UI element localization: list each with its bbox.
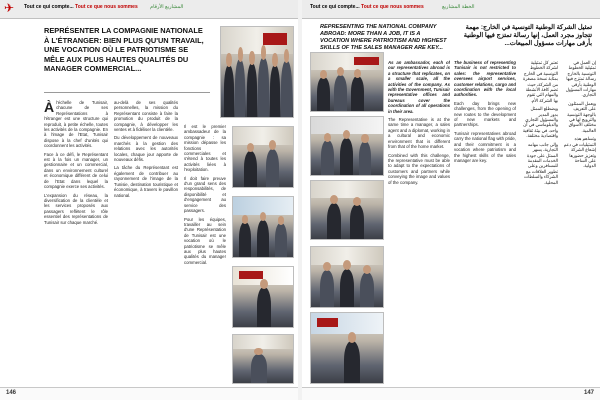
text-column-2: au-delà de ses qualités personnelles, la mission du Représentant consiste à faire la promotion du produit de la compagnie, à développer les ventes et à fidéliser la clientèle. Du développement de nouveaux marchés à la gestion des relations avec les autorités locales, chaque jour apporte de nouveaux défis. La tâche du Représentant est également de contribuer au rayonnement de l'image de la Tunisie, destination touristique et économique, à travers le pavillon national. [114, 100, 178, 198]
header-text-arabic: الخطة المشاريع [442, 4, 475, 10]
text-column-en-1: As an ambassador, each of our representatives abroad is a structure that replicates, on a smaller scale, all the activities of the company. As with the Government, Tunisair representative offices and bureaus cover the coordination of all operations in their area. The Representative is at the same time a manager, a sales agent and a diplomat, working in a cultural and economic environment that is different from that of the home market. Combined with this challenge, the representative must be able to adapt to the expectations of customers and partners while conveying the image and values of the company. [388, 60, 450, 185]
text-column-ar-2: إن العمل في تمثيلية الخطوط التونسية بالخارج رسالة تمتزج فيها الوطنية بأرقى مهارات المسؤول التجاري. ويعمل الممثلون على التعريف بالوجهة التونسية والترويج لها في مختلف الأسواق العالمية. وتساهم هذه التمثيليات في دعم إشعاع الشركة وتعزيز حضورها على الساحة الدولية. [563, 60, 596, 169]
airport-photo [310, 312, 384, 384]
header-text: Tout ce qui compte... Tout ce que nous sommes [24, 4, 138, 10]
page-number: 146 [6, 390, 17, 396]
counter-photo [232, 334, 294, 384]
article-title-english: REPRESENTING THE NATIONAL COMPANY ABROAD: MORE THAN A JOB, IT IS A VOCATION WHERE PATRIOTISM AND HIGHEST SKILLS OF THE SALES MANAGER ARE KEY... [320, 24, 447, 51]
text-column-en-2: The business of representing Tunisair is not restricted to sales: the representative oversees airport services, customer relations, cargo and coordination with the local authorities. Each day brings new challenges, from the opening of new routes to the development of new markets and partnerships. Tunisair representatives abroad carry the national flag with pride, and their commitment is a vocation where patriotism and the highest skills of the sales manager are key. [454, 60, 516, 163]
staff-photo-2 [232, 196, 294, 258]
header-text: Tout ce qui compte... Tout ce que nous sommes [310, 4, 424, 10]
group-photo [220, 26, 294, 118]
header-text-arabic: المشاريع الأرقام [150, 4, 184, 10]
team-photo-1 [310, 52, 384, 112]
text-column-1: Àl'échelle de Tunisair, chacune de ses Représentations à l'étranger est une structure qui reproduit, à petite échelle, toutes les activités de la compagnie. En à l'image de l'Etat, Tunisair dispose à la chef d'unités qui coordonnent les activités. Face à ce défi, le Représentant est à la fois un manager, un gestionnaire et un commercial, dans un environnement culturel et économique différent de celui de l'Etat dans lequel la compagnie exerce ses activités. L'expansion du réseau, la diversification de la clientèle et les services proposés aux passagers reflètent le rôle essentiel des représentations de Tunisair sur chaque marché. [44, 100, 108, 225]
title-divider [44, 92, 210, 93]
right-page [302, 0, 600, 400]
page-footer [302, 387, 600, 400]
page-number: 147 [583, 390, 594, 396]
article-title-arabic: تمثيل الشركة الوطنية التونسية في الخارج: مهمة تتجاوز مجرد العمل، إنها رسالة تمتزج فيها الوطنية بأرقى مهارات مسؤول المبيعات... [463, 24, 592, 47]
drop-cap: À [44, 100, 55, 115]
page-footer [0, 387, 298, 400]
left-page [0, 0, 298, 400]
team-photo-3 [310, 180, 384, 240]
staff-photo-1 [232, 126, 294, 188]
article-title: REPRÉSENTER LA COMPAGNIE NATIONALE À L'ÉTRANGER: BIEN PLUS QU'UN TRAVAIL, UNE VOCATION OÙ LE PATRIOTISME SE MÊLE AUX PLUS HAUTES QUALITÉS DU MANAGER COMMERCIAL... [44, 26, 204, 74]
event-photo [310, 246, 384, 308]
page-header [302, 0, 600, 19]
tunisair-logo-icon: ✈ [4, 1, 15, 15]
text-column-ar-1: تعتبر كل تمثيلية لشركة الخطوط التونسية في الخارج بمثابة نسخة مصغرة من الشركة، حيث تضم كافة الأنشطة والمهام التي تقوم بها الشركة الأم. ويضطلع الممثل بدور المدير والمسؤول التجاري والدبلوماسي في آن واحد، في بيئة ثقافية واقتصادية مختلفة. وإلى جانب مهامه التجارية، يسهر الممثل على جودة الخدمات المقدمة للمسافرين وعلى تطوير العلاقات مع الشركاء والسلطات المحلية. [522, 60, 558, 185]
text-column-3: Il est le premier ambassadeur de la compagnie : sa mission dépasse les fonctions commerciales et s'étend à toutes les activités liées à l'exploitation. Il doit faire preuve d'un grand sens des responsabilités, de disponibilité et d'engagement au service des passagers. Pour les équipes, travailler au sein d'une Représentation de Tunisair est une vocation où le patriotisme se mêle aux plus hautes qualités du manager commercial. [184, 124, 226, 265]
team-photo-2 [310, 116, 384, 176]
office-photo [232, 266, 294, 328]
page-header [0, 0, 298, 19]
